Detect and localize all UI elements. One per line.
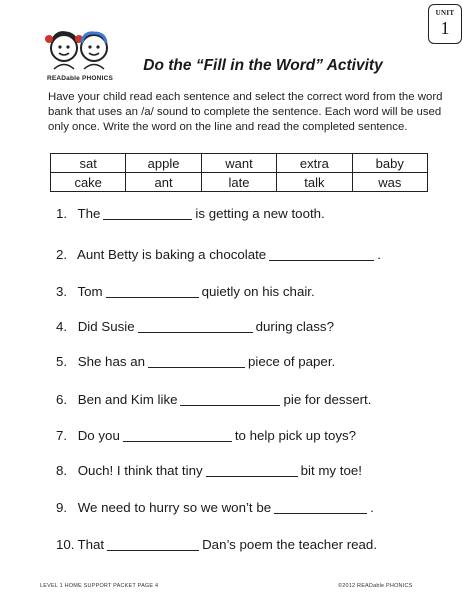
sentence-number: 4. [56, 319, 68, 334]
sentence-text-after: bit my toe! [300, 463, 362, 478]
sentence-text-after: pie for dessert. [283, 392, 372, 407]
answer-blank-line[interactable] [103, 207, 192, 220]
answer-blank-line[interactable] [106, 285, 199, 298]
sentence-text-after: is getting a new tooth. [195, 206, 325, 221]
sentence-item [56, 463, 362, 478]
sentence-number: 10. [56, 537, 75, 552]
sentence-number: 2. [56, 247, 68, 262]
answer-blank-line[interactable] [107, 538, 199, 551]
word-bank-cell: baby [352, 154, 427, 173]
sentence-text-after: piece of paper. [247, 354, 336, 369]
word-bank-row [51, 173, 428, 192]
word-bank-table [50, 153, 428, 192]
sentence-text-after: . [377, 247, 381, 262]
sentence-text-before: Did Susie [77, 319, 135, 334]
word-bank-cell: was [352, 173, 427, 192]
word-bank-cell: late [201, 173, 276, 192]
kids-faces-icon [42, 22, 116, 72]
answer-blank-line[interactable] [138, 320, 253, 333]
sentence-text-after: quietly on his chair. [201, 284, 315, 299]
sentence-item [56, 247, 381, 262]
sentence-number: 1. [56, 206, 68, 221]
page-title: Do the “Fill in the Word” Activity [143, 57, 383, 74]
answer-blank-line[interactable] [148, 355, 245, 368]
footer-copyright: ©2012 READable PHONICS [338, 583, 413, 589]
unit-number: 1 [440, 18, 450, 38]
answer-blank-line[interactable] [274, 501, 367, 514]
unit-badge [428, 4, 462, 44]
word-bank-cell: talk [277, 173, 352, 192]
word-bank-cell: cake [51, 173, 126, 192]
sentence-number: 9. [56, 500, 68, 515]
sentence-item [56, 537, 377, 552]
sentence-item [56, 392, 371, 407]
unit-label: UNIT [435, 9, 455, 17]
word-bank-cell: ant [126, 173, 201, 192]
logo-brand-text: READable PHONICS [46, 75, 114, 82]
sentence-text-before: Aunt Betty is baking a chocolate [76, 247, 267, 262]
footer-packet-label: LEVEL 1 HOME SUPPORT PACKET PAGE 4 [40, 583, 159, 589]
instructions-text: Have your child read each sentence and select the correct word from the word bank that uses an /a/ sound to complete the sentence. Each word will be used only once. Write the word on the line and read the completed sentence. [48, 91, 443, 134]
sentence-number: 5. [56, 354, 68, 369]
word-bank-cell: sat [51, 154, 126, 173]
sentence-text-before: Tom [77, 284, 103, 299]
sentence-text-before: Ouch! I think that tiny [77, 463, 203, 478]
word-bank-cell: extra [277, 154, 352, 173]
sentence-number: 7. [56, 428, 68, 443]
sentence-item [56, 428, 356, 443]
word-bank-cell: apple [126, 154, 201, 173]
answer-blank-line[interactable] [269, 248, 374, 261]
sentence-text-after: during class? [255, 319, 334, 334]
answer-blank-line[interactable] [206, 464, 298, 477]
sentence-item [56, 500, 374, 515]
sentence-text-after: to help pick up toys? [234, 428, 357, 443]
sentence-number: 3. [56, 284, 68, 299]
word-bank-cell: want [201, 154, 276, 173]
sentence-item [56, 284, 315, 299]
sentence-text-before: We need to hurry so we won’t be [77, 500, 272, 515]
sentence-item [56, 206, 325, 221]
answer-blank-line[interactable] [123, 429, 232, 442]
sentence-text-before: The [77, 206, 101, 221]
sentence-number: 8. [56, 463, 68, 478]
sentence-text-before: Do you [77, 428, 120, 443]
sentence-text-after: Dan’s poem the teacher read. [202, 537, 378, 552]
sentence-text-before: That [77, 537, 105, 552]
word-bank-row [51, 154, 428, 173]
sentence-number: 6. [56, 392, 68, 407]
answer-blank-line[interactable] [180, 393, 280, 406]
sentence-item [56, 354, 335, 369]
sentence-text-before: She has an [77, 354, 145, 369]
sentence-text-before: Ben and Kim like [77, 392, 178, 407]
sentence-item [56, 319, 334, 334]
sentence-text-after: . [370, 500, 374, 515]
readable-phonics-logo [40, 22, 120, 84]
